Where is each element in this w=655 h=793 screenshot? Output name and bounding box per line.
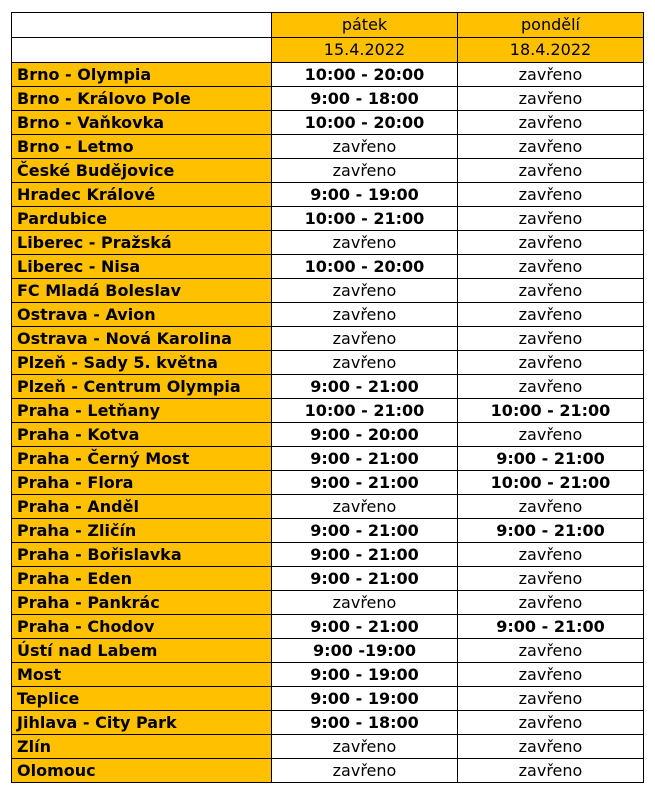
- hours-friday: zavřeno: [272, 279, 458, 303]
- table-row: [12, 759, 644, 783]
- store-name: Praha - Zličín: [12, 519, 272, 543]
- table-row: [12, 207, 644, 231]
- hours-monday: zavřeno: [458, 423, 644, 447]
- hours-monday: zavřeno: [458, 591, 644, 615]
- hours-monday: 9:00 - 21:00: [458, 615, 644, 639]
- hours-friday: 10:00 - 20:00: [272, 255, 458, 279]
- table-row: [12, 471, 644, 495]
- hours-friday: 9:00 - 21:00: [272, 447, 458, 471]
- table-row: [12, 735, 644, 759]
- hours-monday: zavřeno: [458, 63, 644, 87]
- header-day1-date: 15.4.2022: [272, 38, 458, 63]
- table-row: [12, 543, 644, 567]
- store-name: Liberec - Nisa: [12, 255, 272, 279]
- table-row: [12, 423, 644, 447]
- table-row: [12, 711, 644, 735]
- table-row: [12, 495, 644, 519]
- store-name: Zlín: [12, 735, 272, 759]
- table-row: [12, 687, 644, 711]
- hours-friday: zavřeno: [272, 327, 458, 351]
- header-corner-cell-2: [12, 38, 272, 63]
- store-name: Plzeň - Sady 5. května: [12, 351, 272, 375]
- hours-friday: 9:00 - 19:00: [272, 663, 458, 687]
- header-row-dates: [12, 38, 644, 63]
- store-name: Praha - Kotva: [12, 423, 272, 447]
- hours-monday: zavřeno: [458, 663, 644, 687]
- hours-friday: 9:00 - 21:00: [272, 567, 458, 591]
- header-day2-date: 18.4.2022: [458, 38, 644, 63]
- hours-friday: 10:00 - 21:00: [272, 399, 458, 423]
- hours-friday: 9:00 - 18:00: [272, 711, 458, 735]
- table-row: [12, 591, 644, 615]
- table-row: [12, 567, 644, 591]
- hours-friday: zavřeno: [272, 591, 458, 615]
- hours-monday: 9:00 - 21:00: [458, 447, 644, 471]
- hours-monday: zavřeno: [458, 327, 644, 351]
- hours-monday: zavřeno: [458, 303, 644, 327]
- hours-friday: zavřeno: [272, 159, 458, 183]
- store-name: Praha - Eden: [12, 567, 272, 591]
- store-name: Ostrava - Nová Karolina: [12, 327, 272, 351]
- hours-monday: zavřeno: [458, 159, 644, 183]
- store-name: Jihlava - City Park: [12, 711, 272, 735]
- store-name: Brno - Letmo: [12, 135, 272, 159]
- store-name: České Budějovice: [12, 159, 272, 183]
- hours-friday: 10:00 - 20:00: [272, 111, 458, 135]
- hours-monday: zavřeno: [458, 687, 644, 711]
- hours-monday: zavřeno: [458, 135, 644, 159]
- hours-monday: zavřeno: [458, 183, 644, 207]
- store-name: Praha - Anděl: [12, 495, 272, 519]
- hours-friday: zavřeno: [272, 735, 458, 759]
- table-row: [12, 327, 644, 351]
- hours-friday: 9:00 - 18:00: [272, 87, 458, 111]
- store-name: Pardubice: [12, 207, 272, 231]
- hours-friday: zavřeno: [272, 135, 458, 159]
- store-name: FC Mladá Boleslav: [12, 279, 272, 303]
- store-name: Teplice: [12, 687, 272, 711]
- store-name: Ústí nad Labem: [12, 639, 272, 663]
- store-name: Olomouc: [12, 759, 272, 783]
- hours-friday: 9:00 - 19:00: [272, 183, 458, 207]
- hours-monday: zavřeno: [458, 375, 644, 399]
- table-row: [12, 663, 644, 687]
- store-name: Brno - Olympia: [12, 63, 272, 87]
- header-day1-label: pátek: [272, 13, 458, 38]
- table-row: [12, 375, 644, 399]
- hours-friday: 9:00 - 21:00: [272, 543, 458, 567]
- hours-monday: zavřeno: [458, 711, 644, 735]
- store-name: Brno - Vaňkovka: [12, 111, 272, 135]
- table-row: [12, 303, 644, 327]
- store-name: Praha - Letňany: [12, 399, 272, 423]
- table-row: [12, 351, 644, 375]
- store-name: Hradec Králové: [12, 183, 272, 207]
- hours-friday: 9:00 -19:00: [272, 639, 458, 663]
- hours-monday: 10:00 - 21:00: [458, 399, 644, 423]
- hours-friday: zavřeno: [272, 759, 458, 783]
- hours-friday: zavřeno: [272, 351, 458, 375]
- table-row: [12, 279, 644, 303]
- hours-friday: 9:00 - 21:00: [272, 471, 458, 495]
- table-row: [12, 135, 644, 159]
- store-name: Brno - Královo Pole: [12, 87, 272, 111]
- table-row: [12, 159, 644, 183]
- hours-monday: zavřeno: [458, 255, 644, 279]
- table-row: [12, 183, 644, 207]
- store-name: Praha - Černý Most: [12, 447, 272, 471]
- hours-friday: 9:00 - 21:00: [272, 519, 458, 543]
- hours-friday: zavřeno: [272, 303, 458, 327]
- table-row: [12, 639, 644, 663]
- table-row: [12, 447, 644, 471]
- hours-monday: zavřeno: [458, 207, 644, 231]
- hours-monday: zavřeno: [458, 111, 644, 135]
- table-row: [12, 615, 644, 639]
- store-name: Liberec - Pražská: [12, 231, 272, 255]
- table-row: [12, 87, 644, 111]
- hours-monday: 9:00 - 21:00: [458, 519, 644, 543]
- store-name: Praha - Bořislavka: [12, 543, 272, 567]
- opening-hours-table: [11, 12, 644, 783]
- hours-monday: zavřeno: [458, 279, 644, 303]
- hours-friday: 9:00 - 21:00: [272, 615, 458, 639]
- store-name: Plzeň - Centrum Olympia: [12, 375, 272, 399]
- hours-friday: 9:00 - 19:00: [272, 687, 458, 711]
- store-name: Praha - Flora: [12, 471, 272, 495]
- hours-friday: 10:00 - 21:00: [272, 207, 458, 231]
- header-corner-cell: [12, 13, 272, 38]
- store-name: Praha - Pankrác: [12, 591, 272, 615]
- hours-monday: zavřeno: [458, 759, 644, 783]
- hours-monday: zavřeno: [458, 87, 644, 111]
- table-row: [12, 231, 644, 255]
- hours-monday: zavřeno: [458, 543, 644, 567]
- hours-friday: zavřeno: [272, 495, 458, 519]
- hours-monday: 10:00 - 21:00: [458, 471, 644, 495]
- hours-monday: zavřeno: [458, 351, 644, 375]
- store-name: Praha - Chodov: [12, 615, 272, 639]
- hours-monday: zavřeno: [458, 735, 644, 759]
- table-row: [12, 255, 644, 279]
- hours-friday: 9:00 - 20:00: [272, 423, 458, 447]
- table-row: [12, 399, 644, 423]
- hours-friday: zavřeno: [272, 231, 458, 255]
- store-name: Ostrava - Avion: [12, 303, 272, 327]
- hours-monday: zavřeno: [458, 231, 644, 255]
- table-row: [12, 111, 644, 135]
- table-row: [12, 519, 644, 543]
- table-body: [12, 13, 644, 783]
- hours-friday: 10:00 - 20:00: [272, 63, 458, 87]
- header-day2-label: pondělí: [458, 13, 644, 38]
- table-row: [12, 63, 644, 87]
- hours-friday: 9:00 - 21:00: [272, 375, 458, 399]
- hours-monday: zavřeno: [458, 639, 644, 663]
- hours-monday: zavřeno: [458, 567, 644, 591]
- hours-monday: zavřeno: [458, 495, 644, 519]
- store-name: Most: [12, 663, 272, 687]
- header-row-days: [12, 13, 644, 38]
